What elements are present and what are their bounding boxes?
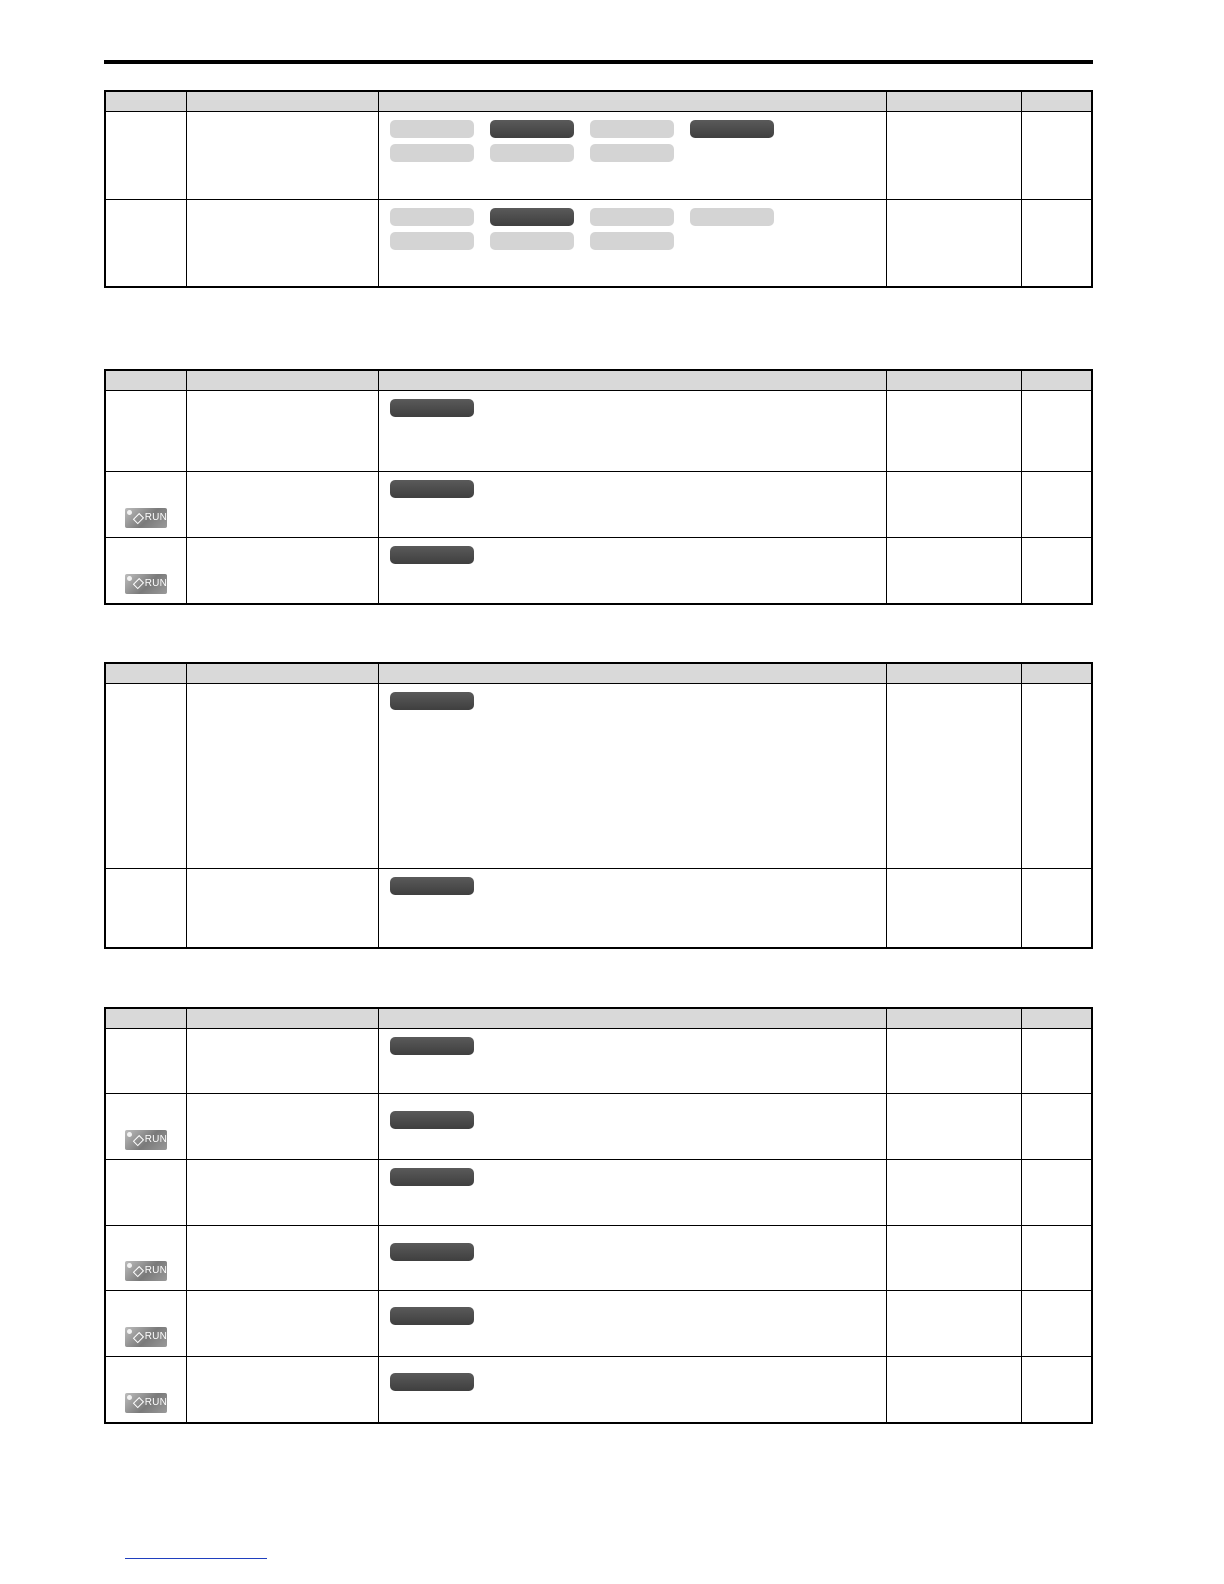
run-icon: RUN bbox=[125, 1327, 167, 1347]
control-mode-pill-active bbox=[390, 877, 474, 895]
header-cell-name bbox=[186, 91, 378, 112]
control-mode-pill-inactive bbox=[490, 232, 574, 250]
control-mode-indicators bbox=[379, 112, 887, 200]
control-mode-pill-active bbox=[690, 120, 774, 138]
control-mode-pill-inactive bbox=[590, 120, 674, 138]
table-row bbox=[105, 472, 1092, 538]
run-icon: RUN bbox=[125, 1130, 167, 1150]
table-row bbox=[105, 1226, 1092, 1291]
control-mode-pill-active bbox=[390, 480, 474, 498]
control-mode-pill-inactive bbox=[590, 144, 674, 162]
control-mode-pill-inactive bbox=[390, 232, 474, 250]
table-header bbox=[105, 91, 1092, 112]
table-row bbox=[105, 869, 1092, 948]
header-cell-description bbox=[379, 91, 887, 112]
table-row bbox=[105, 1160, 1092, 1226]
control-mode-pill-inactive bbox=[690, 208, 774, 226]
table-row bbox=[105, 112, 1092, 200]
control-mode-pill-inactive bbox=[590, 232, 674, 250]
control-mode-pill-active bbox=[390, 1373, 474, 1391]
control-mode-pill-active bbox=[390, 1243, 474, 1261]
control-mode-pill-active bbox=[390, 546, 474, 564]
header-cell-no bbox=[105, 91, 186, 112]
table-row bbox=[105, 200, 1092, 287]
control-mode-pill-active bbox=[390, 1168, 474, 1186]
table-header bbox=[105, 1008, 1092, 1029]
control-mode-pill-active bbox=[390, 1111, 474, 1129]
header-cell-range bbox=[887, 91, 1022, 112]
control-mode-pill-active bbox=[390, 1307, 474, 1325]
table-header bbox=[105, 663, 1092, 684]
control-mode-pill-active bbox=[490, 120, 574, 138]
table-header bbox=[105, 370, 1092, 391]
table-row bbox=[105, 1094, 1092, 1160]
table-row bbox=[105, 538, 1092, 604]
control-mode-pill-inactive bbox=[390, 144, 474, 162]
control-mode-pill-inactive bbox=[390, 120, 474, 138]
run-icon: RUN bbox=[125, 1393, 167, 1413]
parameter-table-4 bbox=[104, 1007, 1093, 1424]
parameter-table-1 bbox=[104, 90, 1093, 288]
control-mode-pill-active bbox=[390, 399, 474, 417]
parameter-table-3 bbox=[104, 662, 1093, 949]
control-mode-pill-inactive bbox=[390, 208, 474, 226]
table-row bbox=[105, 391, 1092, 472]
control-mode-pill-inactive bbox=[490, 144, 574, 162]
control-mode-pill-inactive bbox=[590, 208, 674, 226]
table-row bbox=[105, 684, 1092, 869]
header-rule bbox=[104, 60, 1093, 64]
run-icon: RUN bbox=[125, 508, 167, 528]
run-icon: RUN bbox=[125, 574, 167, 594]
control-mode-pill-active bbox=[390, 692, 474, 710]
header-cell-page bbox=[1022, 91, 1092, 112]
control-mode-indicators bbox=[379, 200, 887, 287]
table-row bbox=[105, 1029, 1092, 1094]
footer-link[interactable] bbox=[125, 1558, 267, 1559]
control-mode-pill-active bbox=[390, 1037, 474, 1055]
table-row bbox=[105, 1291, 1092, 1357]
table-row bbox=[105, 1357, 1092, 1423]
parameter-table-2 bbox=[104, 369, 1093, 605]
control-mode-pill-active bbox=[490, 208, 574, 226]
run-icon: RUN bbox=[125, 1261, 167, 1281]
